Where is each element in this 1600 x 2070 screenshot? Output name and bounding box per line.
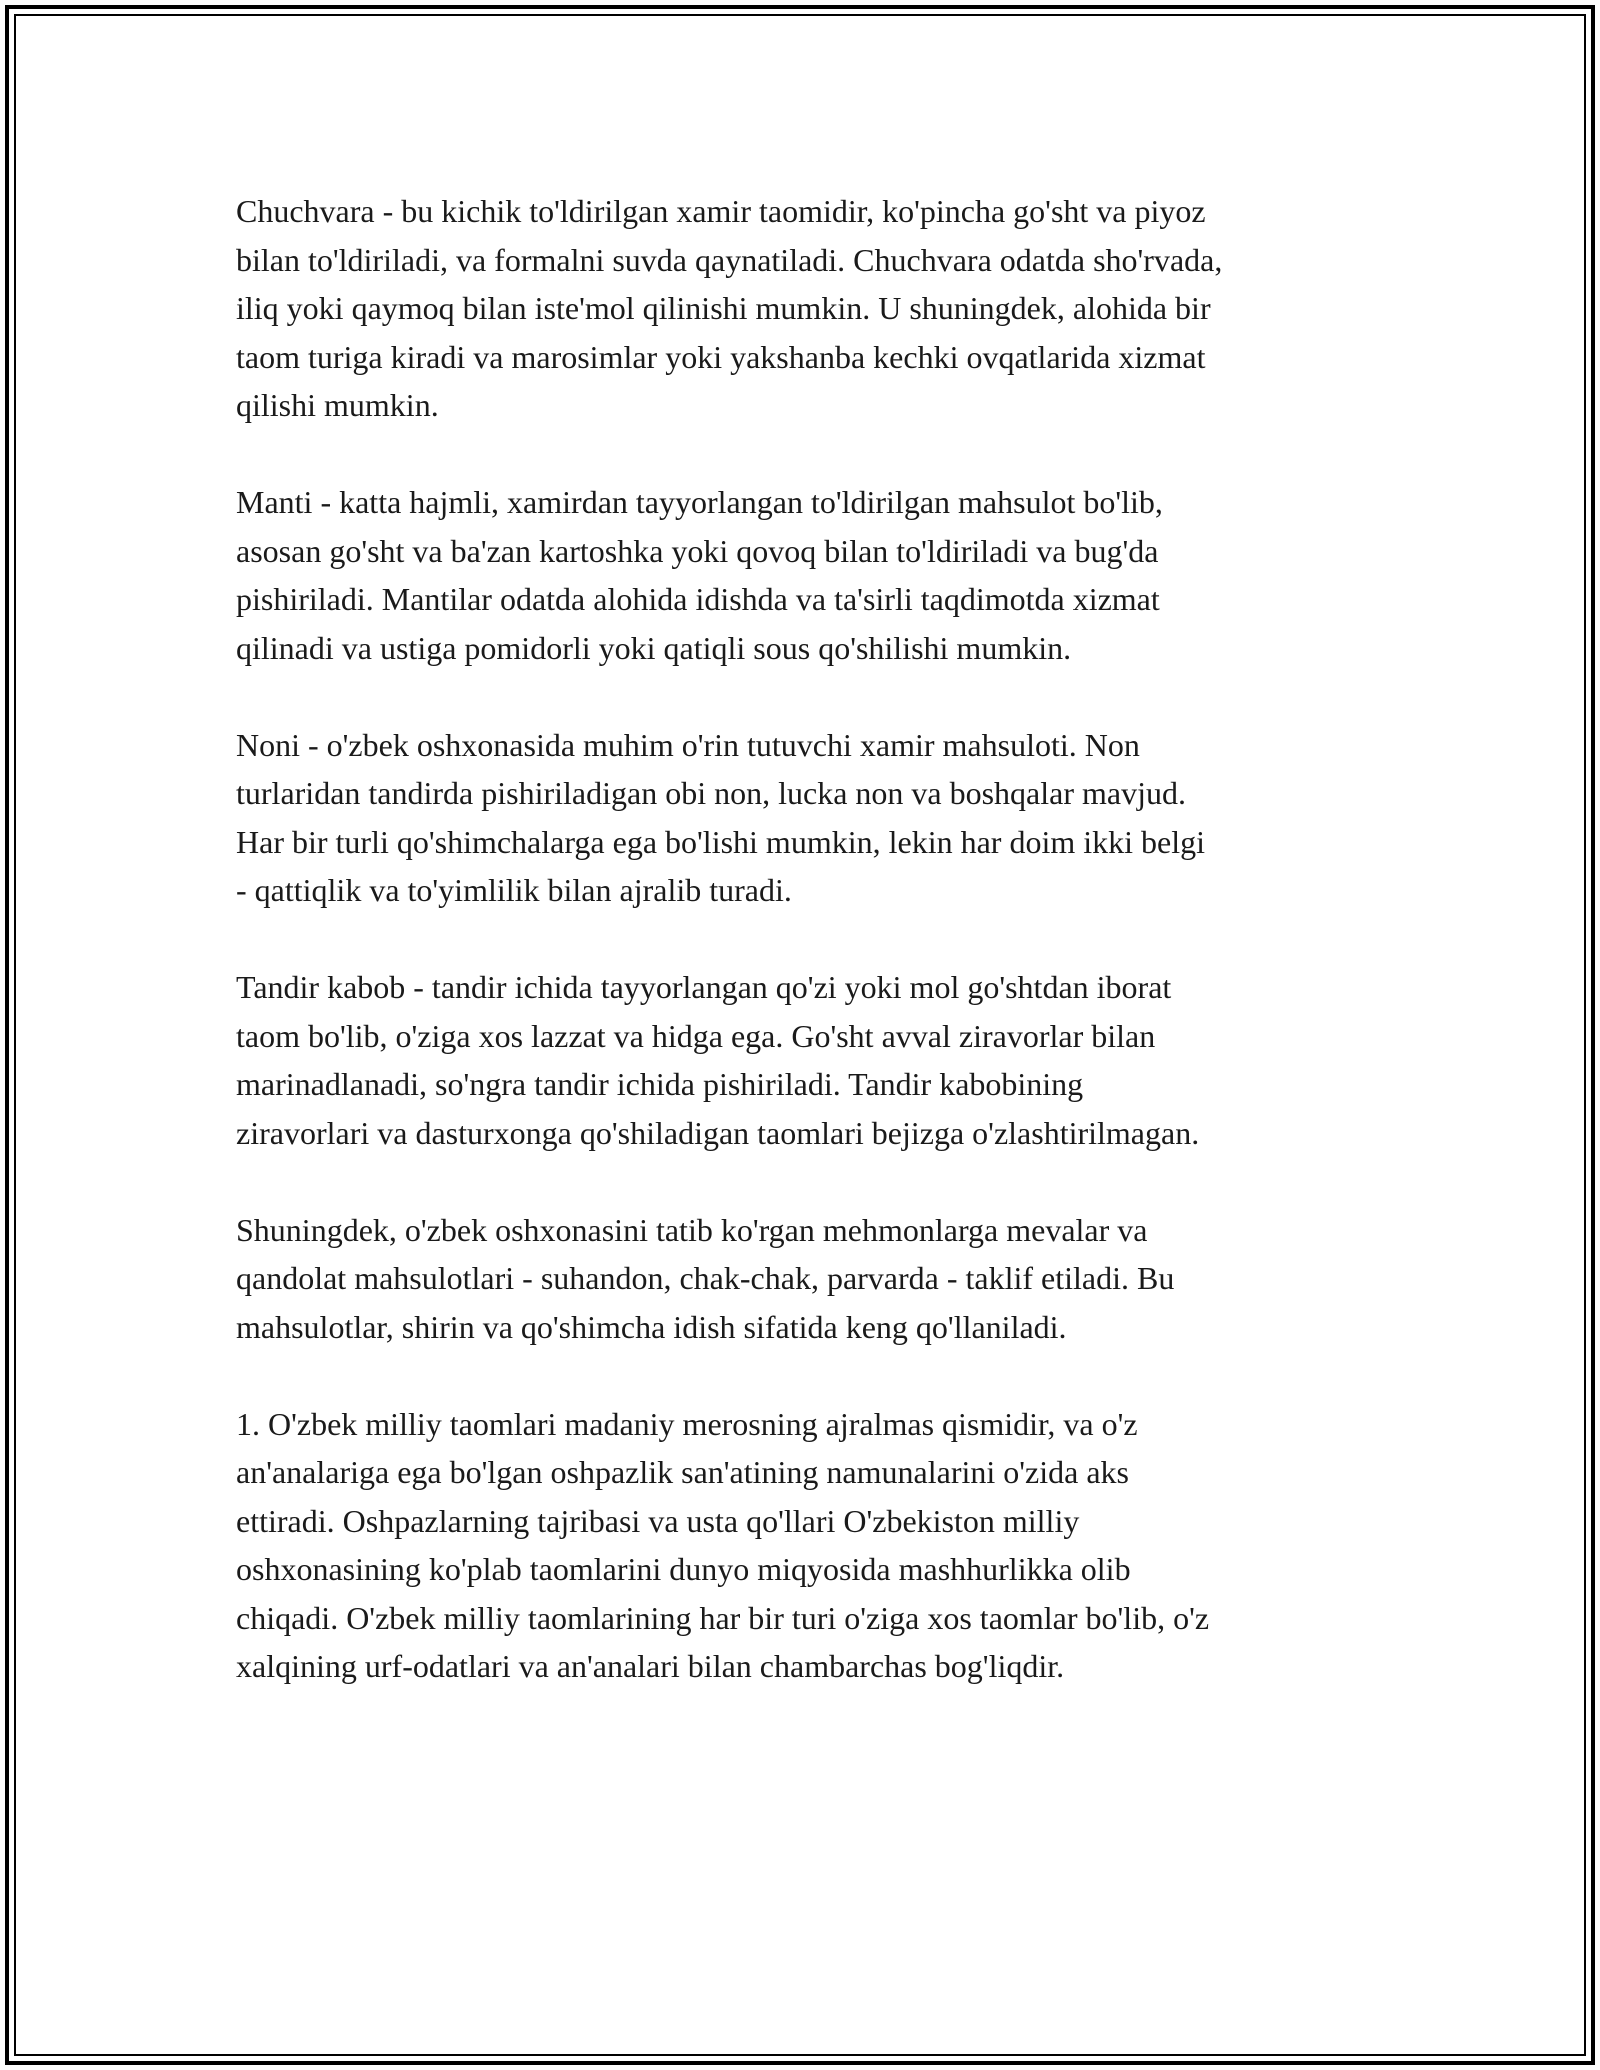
- paragraph-numbered-1: [236, 1400, 1386, 1691]
- text-line: asosan go'sht va ba'zan kartoshka yoki qovoq bilan to'ldiriladi va bug'da: [236, 532, 1159, 569]
- paragraph-chuchvara: [236, 187, 1386, 430]
- text-line: chiqadi. O'zbek milliy taomlarining har bir turi o'ziga xos taomlar bo'lib, o'z: [236, 1599, 1210, 1636]
- paragraph-manti: [236, 478, 1386, 672]
- text-line: - qattiqlik va to'yimlilik bilan ajralib turadi.: [236, 872, 792, 908]
- text-line: qilishi mumkin.: [236, 387, 439, 423]
- paragraph-noni: [236, 721, 1386, 915]
- text-line: pishiriladi. Mantilar odatda alohida idishda va ta'sirli taqdimotda xizmat: [236, 581, 1160, 617]
- document-body: [236, 187, 1386, 1739]
- text-line: 1. O'zbek milliy taomlari madaniy merosning ajralmas qismidir, va o'z: [236, 1405, 1138, 1442]
- text-line: an'analariga ega bo'lgan oshpazlik san'atining namunalarini o'zida aks: [236, 1454, 1129, 1490]
- text-line: mahsulotlar, shirin va qo'shimcha idish sifatida keng qo'llaniladi.: [236, 1308, 1067, 1345]
- paragraph-tandir-kabob: [236, 963, 1386, 1157]
- paragraph-desserts: [236, 1206, 1386, 1352]
- text-line: qandolat mahsulotlari - suhandon, chak-chak, parvarda - taklif etiladi. Bu: [236, 1260, 1175, 1296]
- text-line: qilinadi va ustiga pomidorli yoki qatiqli sous qo'shilishi mumkin.: [236, 629, 1072, 666]
- text-line: xalqining urf-odatlari va an'analari bilan chambarchas bog'liqdir.: [236, 1648, 1065, 1684]
- text-line: Har bir turli qo'shimchalarga ega bo'lishi mumkin, lekin har doim ikki belgi: [236, 823, 1205, 860]
- text-line: bilan to'ldiriladi, va formalni suvda qaynatiladi. Chuchvara odatda sho'rvada,: [236, 241, 1223, 278]
- text-line: Chuchvara - bu kichik to'ldirilgan xamir taomidir, ko'pincha go'sht va piyoz: [236, 193, 1206, 229]
- text-line: marinadlanadi, so'ngra tandir ichida pishiriladi. Tandir kabobining: [236, 1066, 1084, 1102]
- text-line: iliq yoki qaymoq bilan iste'mol qilinishi mumkin. U shuningdek, alohida bir: [236, 290, 1211, 326]
- text-line: Tandir kabob - tandir ichida tayyorlangan qo'zi yoki mol go'shtdan iborat: [236, 969, 1172, 1005]
- text-line: turlaridan tandirda pishiriladigan obi non, lucka non va boshqalar mavjud.: [236, 775, 1186, 811]
- text-line: ettiradi. Oshpazlarning tajribasi va usta qo'llari O'zbekiston milliy: [236, 1502, 1080, 1539]
- text-line: taom turiga kiradi va marosimlar yoki yakshanba kechki ovqatlarida xizmat: [236, 338, 1206, 375]
- text-line: oshxonasining ko'plab taomlarini dunyo miqyosida mashhurlikka olib: [236, 1551, 1131, 1587]
- text-line: taom bo'lib, o'ziga xos lazzat va hidga ega. Go'sht avval ziravorlar bilan: [236, 1017, 1156, 1054]
- text-line: Noni - o'zbek oshxonasida muhim o'rin tutuvchi xamir mahsuloti. Non: [236, 726, 1140, 763]
- text-line: Shuningdek, o'zbek oshxonasini tatib ko'rgan mehmonlarga mevalar va: [236, 1211, 1148, 1248]
- text-line: Manti - katta hajmli, xamirdan tayyorlangan to'ldirilgan mahsulot bo'lib,: [236, 484, 1163, 520]
- text-line: ziravorlari va dasturxonga qo'shiladigan taomlari bejizga o'zlashtirilmagan.: [236, 1114, 1200, 1151]
